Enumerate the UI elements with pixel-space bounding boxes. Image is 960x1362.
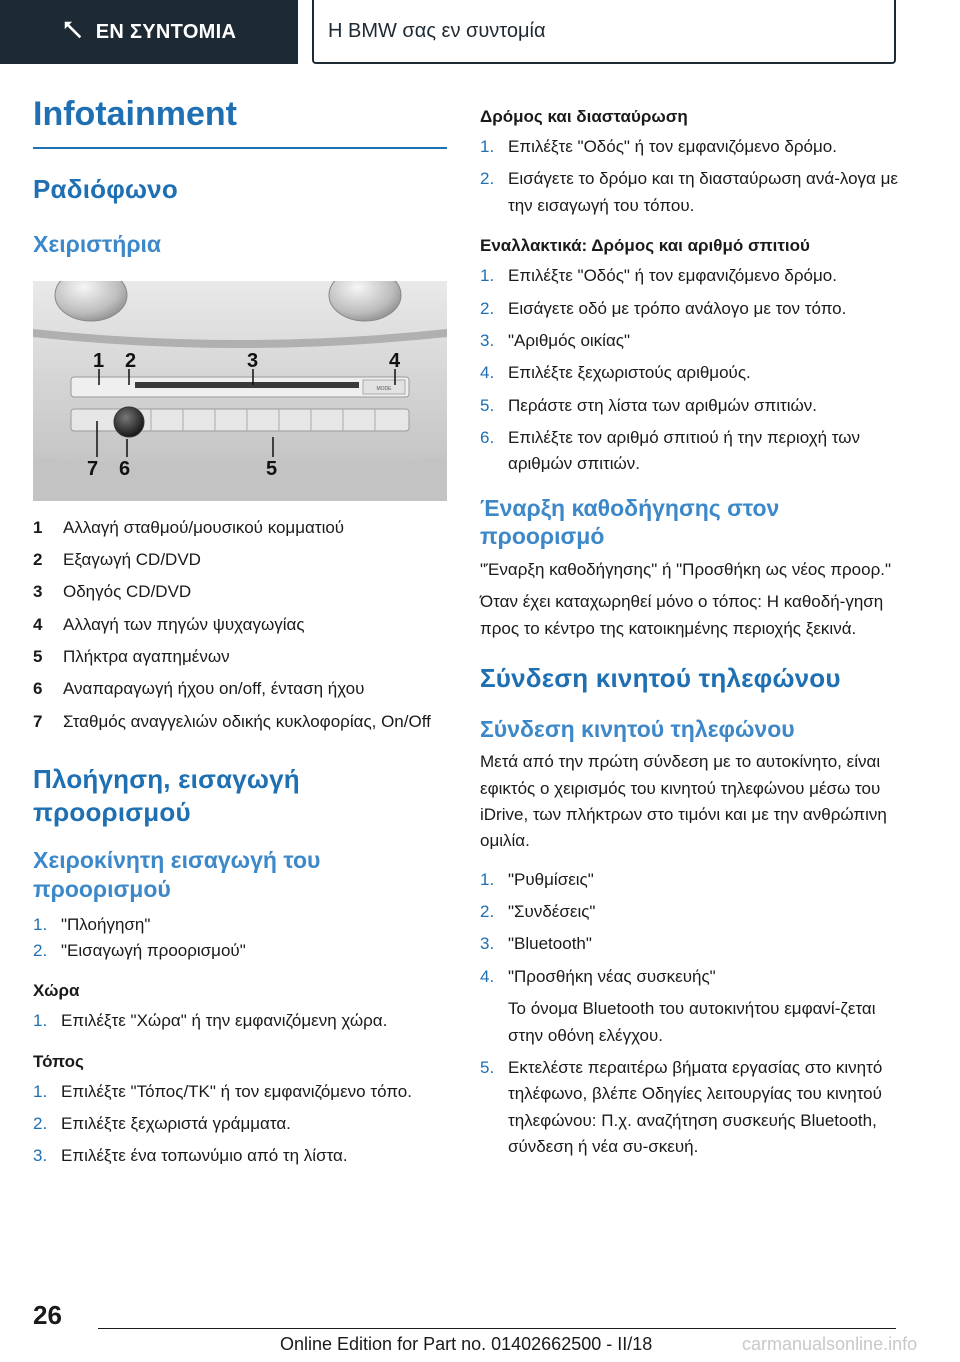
controls-legend — [33, 515, 447, 735]
list-item: 3. "Bluetooth" — [480, 934, 592, 954]
right-column — [480, 106, 900, 1160]
figure-label-4: 4 — [389, 349, 401, 372]
edition-text: Online Edition for Part no. 01402662500 - II/18 — [280, 1334, 653, 1354]
list-item: 3. Επιλέξτε ένα τοπωνύμιο από τη λίστα. — [33, 1146, 348, 1166]
legend-item: 3 Οδηγός CD/DVD — [33, 582, 192, 602]
header-section-title: Η BMW σας εν συντομία — [312, 0, 896, 64]
list-item: 3. "Αριθμός οικίας" — [480, 330, 631, 350]
radio-controls-figure — [33, 281, 447, 501]
navigation-heading: Πλοήγηση, εισαγωγή προορισμού — [33, 764, 300, 827]
list-item: 5. Εκτελέστε περαιτέρω βήματα εργασίας στο κινητό τηλέφωνο, βλέπε Οδηγίες λειτουργίας του κινητού τηλεφώνου: Π.χ. αναζήτηση συσκευής Bluetooth, σύνδεση ή νέα συ-σκευή. — [480, 1057, 883, 1156]
list-item: 1. "Πλοήγηση" — [33, 914, 151, 934]
start-guidance-text-2: Όταν έχει καταχωρηθεί μόνο ο τόπος: Η καθοδή-γηση προς το κέντρο της κατοικημένης περιοχής ξεκινά. — [480, 592, 884, 638]
phone-subheading: Σύνδεση κινητού τηλεφώνου — [480, 715, 795, 742]
header-section-tab[interactable] — [0, 0, 298, 64]
phone-intro-text: Μετά από την πρώτη σύνδεση με το αυτοκίνητο, είναι εφικτός ο χειρισμός του κινητού τηλεφώνου μέσω του iDrive, των πλήκτρων στο τιμόνι και με την ανθρώπινη ομιλία. — [480, 752, 887, 851]
radio-heading: Ραδιόφωνο — [33, 174, 178, 205]
legend-item: 5 Πλήκτρα αγαπημένων — [33, 647, 230, 667]
start-guidance-heading: Έναρξη καθοδήγησης στον προορισμό — [480, 494, 780, 550]
legend-item: 6 Αναπαραγωγή ήχου on/off, ένταση ήχου — [33, 679, 365, 699]
footer-divider — [98, 1328, 896, 1329]
street-heading: Δρόμος και διασταύρωση — [480, 107, 688, 126]
country-heading: Χώρα — [33, 981, 80, 1001]
header-tab-label: ΕΝ ΣΥΝΤΟΜΙΑ — [95, 20, 237, 43]
list-item: 2. "Συνδέσεις" — [480, 902, 596, 922]
controls-heading: Χειριστήρια — [33, 230, 162, 257]
alternative-heading: Εναλλακτικά: Δρόμος και αριθμό σπιτιού — [480, 236, 810, 256]
figure-label-2: 2 — [125, 349, 137, 372]
phone-step-note: Το όνομα Bluetooth του αυτοκινήτου εμφανί-ζεται στην οθόνη ελέγχου. — [508, 999, 876, 1045]
figure-label-1: 1 — [93, 349, 105, 372]
figure-label-5: 5 — [266, 457, 278, 480]
legend-item: 7 Σταθμός αναγγελιών οδικής κυκλοφορίας, On/Off — [33, 711, 431, 731]
quick-arrow-icon — [62, 19, 84, 46]
watermark-text: carmanualsonline.info — [742, 1334, 918, 1354]
page-number: 26 — [33, 1300, 62, 1330]
figure-label-6: 6 — [119, 457, 131, 480]
list-item: 4. Επιλέξτε ξεχωριστούς αριθμούς. — [480, 363, 751, 383]
list-item: 6. Επιλέξτε τον αριθμό σπιτιού ή την περιοχή των αριθμών σπιτιών. — [480, 427, 861, 474]
list-item: 2. "Εισαγωγή προορισμού" — [33, 940, 246, 960]
legend-item: 4 Αλλαγή των πηγών ψυχαγωγίας — [33, 614, 305, 634]
list-item: 4. "Προσθήκη νέας συσκευής" — [480, 966, 716, 986]
phone-steps-cont — [480, 1055, 900, 1160]
left-column — [33, 96, 447, 1170]
phone-heading: Σύνδεση κινητού τηλεφώνου — [480, 663, 841, 694]
list-item: 1. Επιλέξτε "Τόπος/ΤΚ" ή τον εμφανιζόμενο τόπο. — [33, 1081, 412, 1101]
manual-entry-heading: Χειροκίνητη εισαγωγή του προορισμού — [33, 847, 321, 902]
mode-button-label: MODE — [376, 385, 392, 392]
place-steps — [33, 1079, 447, 1170]
list-item: 1. Επιλέξτε "Οδός" ή τον εμφανιζόμενο δρόμο. — [480, 266, 837, 286]
list-item: 2. Επιλέξτε ξεχωριστά γράμματα. — [33, 1114, 291, 1134]
manual-entry-steps — [33, 912, 447, 965]
phone-steps — [480, 867, 900, 990]
figure-label-7: 7 — [87, 457, 99, 480]
place-heading: Τόπος — [33, 1051, 84, 1071]
list-item: 5. Περάστε στη λίστα των αριθμών σπιτιών. — [480, 395, 818, 415]
list-item: 2. Εισάγετε το δρόμο και τη διασταύρωση ανά-λογα με την εισαγωγή του τόπου. — [480, 169, 898, 215]
alternative-steps — [480, 263, 900, 477]
legend-item: 1 Αλλαγή σταθμού/μουσικού κομματιού — [33, 517, 345, 537]
list-item: 1. "Ρυθμίσεις" — [480, 869, 594, 889]
country-steps — [33, 1008, 447, 1034]
list-item: 2. Εισάγετε οδό με τρόπο ανάλογο με τον τόπο. — [480, 298, 847, 318]
legend-item: 2 Εξαγωγή CD/DVD — [33, 549, 201, 569]
list-item: 1. Επιλέξτε "Οδός" ή τον εμφανιζόμενο δρόμο. — [480, 137, 837, 157]
figure-label-3: 3 — [247, 349, 259, 372]
start-guidance-text-1: "Έναρξη καθοδήγησης" ή "Προσθήκη ως νέος προορ." — [480, 560, 892, 580]
street-steps — [480, 134, 900, 219]
page-title: Infotainment — [33, 96, 447, 149]
list-item: 1. Επιλέξτε "Χώρα" ή την εμφανιζόμενη χώρα. — [33, 1011, 388, 1031]
